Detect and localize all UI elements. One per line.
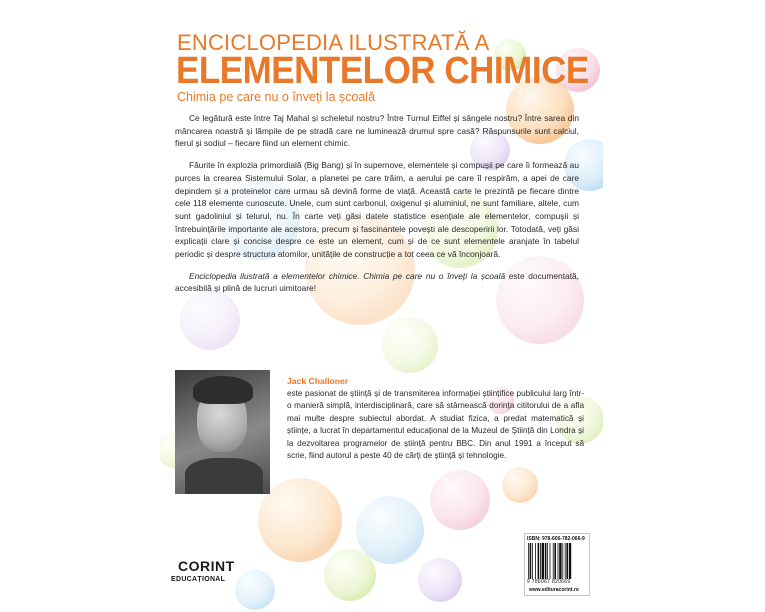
barcode-stripe <box>528 543 529 579</box>
barcode-stripe <box>553 543 554 579</box>
barcode <box>524 533 590 596</box>
barcode-stripe <box>562 543 563 579</box>
author-bio: este pasionat de știință și de transmiterea informației științifice publicului larg într-o manieră simplă, interdisciplinară, care să stârnească dorința cititorului de a afla mai multe despre subiectul abordat. A studiat fizica, a predat matematică și științe, a lucrat în departamentul educațional de la Muzeul de Știință din Londra și la dezvoltarea programelor de știință pentru BBC. Din anul 1991 a început să scrie, fiind autorul a peste 40 de cărți de știință și tehnologie. <box>287 389 584 461</box>
barcode-stripe <box>530 543 532 579</box>
publisher-logo-letters: CORINT <box>178 558 235 574</box>
title-line-2: ELEMENTELOR CHIMICE <box>176 50 589 92</box>
barcode-stripe <box>540 543 541 579</box>
author-photo-scarf <box>185 458 263 494</box>
author-photo <box>175 370 270 494</box>
barcode-stripe <box>569 543 571 579</box>
book-back-cover <box>160 0 603 612</box>
description-text <box>175 112 579 304</box>
barcode-stripe <box>550 543 551 579</box>
barcode-stripe <box>532 543 533 579</box>
book-title-italic: Enciclopedia ilustrată a elementelor chimice. Chimia pe care nu o înveți la școală <box>189 270 506 281</box>
description-paragraph-3 <box>175 270 579 295</box>
barcode-stripe <box>542 543 544 579</box>
author-photo-hair <box>193 376 253 404</box>
subtitle: Chimia pe care nu o înveți la școală <box>177 90 376 104</box>
isbn-label: ISBN: 978-606-782-066-9 <box>527 536 585 542</box>
title-line-1: ENCICLOPEDIA ILUSTRATĂ A <box>177 30 490 55</box>
description-paragraph-2: Făurite în explozia primordială (Big Bang) și în supernove, elementele și compușii pe care îi formează au purces la crearea Sistemului Solar, a planetei pe care trăim, a aerului pe care îl respirăm, a apei de care depindem și a proteinelor care urmau să devină forme de viață. Această carte le prezintă pe fiecare dintre cele 118 elemente cunoscute. Unele, cum sunt carbonul, oxigenul și aluminiul, ne sunt familiare, altele, cum sunt gadoliniul și telurul, nu. În carte veți găsi datele statistice esențiale ale elementelor, compușii și întrebuințările importante ale acestora, precum și fascinantele povești ale descoperirii lor. Totodată, veți găsi explicații clare și concise despre ce este un element, cum și de ce sunt elementele aranjate în tabelul periodic și despre structura atomilor, unitățile de construcție a tot ceea ce vă înconjoară. <box>175 160 579 260</box>
barcode-stripe <box>558 543 559 579</box>
barcode-stripe <box>545 543 547 579</box>
barcode-stripe <box>547 543 548 579</box>
description-paragraph-1: Ce legătură este între Taj Mahal și scheletul nostru? Între Turnul Eiffel și sângele nostru? Între sarea din mâncarea noastră și lămpile de pe stradă care ne luminează drumul spre casă? Răspunsurile sunt calciul, fierul și sodiul – fiecare fiind un element chimic. <box>175 113 579 149</box>
barcode-stripe <box>566 543 568 579</box>
barcode-stripe <box>535 543 536 579</box>
publisher-logo <box>169 556 239 596</box>
barcode-stripe <box>559 543 561 579</box>
publisher-website: www.edituracorint.ro <box>529 587 579 593</box>
barcode-bars <box>528 543 586 579</box>
barcode-stripe <box>565 543 566 579</box>
barcode-stripe <box>554 543 556 579</box>
barcode-number: 9 786067 820669 <box>527 579 571 585</box>
publisher-logo-subtitle: EDUCAȚIONAL <box>171 576 226 583</box>
description-closing: este documentată, accesibilă și plină de lucruri uimitoare! <box>175 270 580 294</box>
barcode-stripe <box>538 543 540 579</box>
author-name: Jack Challoner <box>287 376 349 386</box>
